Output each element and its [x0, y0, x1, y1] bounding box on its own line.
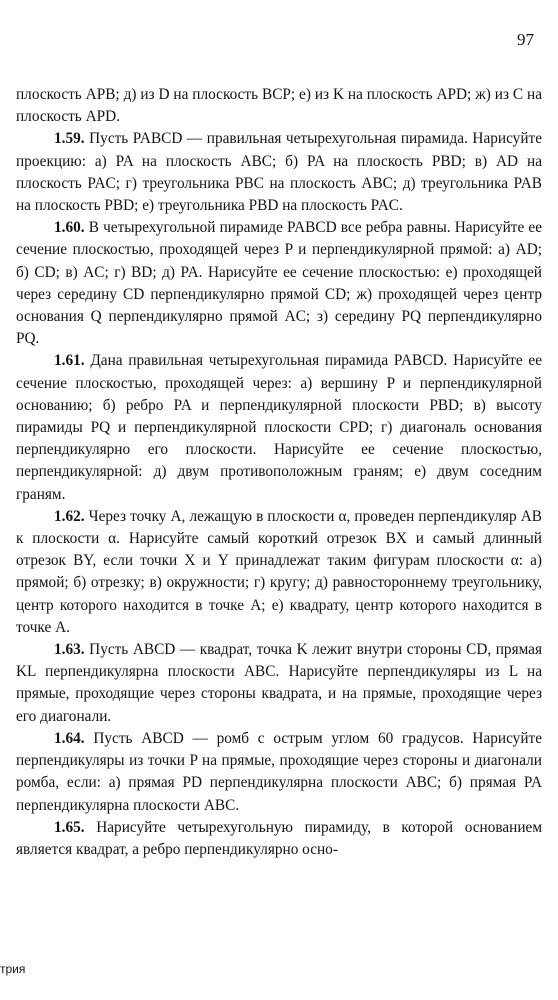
problem-1-62 — [16, 506, 542, 639]
problem-1-64 — [16, 728, 542, 817]
problem-number: 1.60. — [54, 219, 85, 237]
problem-text: Дана правильная четырехугольная пирамида PABCD. Нарисуйте ее сечение плоскостью, проходящей через: а) вершину P и перпендикулярной основанию; б) ребро PA и перпендикулярной плоскости PBD; в) высоту пирамиды PQ и перпендикулярной плоскости CPD; г) диагональ основания перпендикулярно его плоскости. Нарисуйте ее сечение плоскостью, перпендикулярной: д) двум противоположным граням; е) двум соседним граням. — [16, 352, 543, 503]
problem-1-60 — [16, 217, 542, 350]
problem-1-63 — [16, 639, 542, 728]
problem-text: Нарисуйте четырехугольную пирамиду, в которой основанием является квадрат, а ребро перпендикулярно осно- — [16, 818, 542, 858]
problem-text: Через точку A, лежащую в плоскости α, проведен перпендикуляр AB к плоскости α. Нарисуйте самый короткий отрезок BX и самый длинный отрезок BY, если точки X и Y принадлежат таким фигурам плоскости α: а) прямой; б) отрезку; в) окружности; г) кругу; д) равностороннему треугольнику, центр которого находится в точке A; е) квадрату, центр которого находится в точке A. — [16, 507, 543, 636]
problem-text: Пусть PABCD — правильная четырехугольная пирамида. Нарисуйте проекцию: а) PA на плоскость ABC; б) PA на плоскость PBD; в) AD на плоскость PAC; г) треугольника PBC на плоскость ABC; д) треугольника PAB на плоскость PBD; е) треугольника PBD на плоскость PAC. — [16, 130, 542, 215]
problem-number: 1.62. — [54, 507, 85, 525]
problem-number: 1.59. — [54, 130, 85, 148]
problem-text: В четырехугольной пирамиде PABCD все ребра равны. Нарисуйте ее сечение плоскостью, проходящей через P и перпендикулярной прямой: а) AD; б) CD; в) AC; г) BD; д) PA. Нарисуйте ее сечение плоскостью: е) проходящей через середину CD перпендикулярно прямой CD; ж) проходящей через центр основания Q перпендикулярно прямой AC; з) середину PQ перпендикулярно PQ. — [16, 219, 543, 348]
problem-number: 1.63. — [54, 641, 85, 659]
problem-number: 1.61. — [54, 352, 85, 370]
problem-1-65 — [16, 817, 542, 861]
problem-number: 1.65. — [54, 818, 85, 836]
problem-text: Пусть ABCD — ромб с острым углом 60 градусов. Нарисуйте перпендикуляры из точки P на прямые, проходящие через стороны и диагонали ромба, если: а) прямая PD перпендикулярна плоскости ABC; б) прямая PA перпендикулярна плоскости ABC. — [16, 729, 542, 814]
problem-1-61 — [16, 350, 542, 505]
page-number: 97 — [517, 30, 534, 49]
footer-fragment: трия — [0, 962, 26, 976]
problem-1-59 — [16, 128, 542, 217]
text-body — [16, 84, 542, 861]
problem-number: 1.64. — [54, 729, 85, 747]
problem-text: Пусть ABCD — квадрат, точка K лежит внутри стороны CD, прямая KL перпендикулярна плоскости ABC. Нарисуйте перпендикуляры из L на прямые, проходящие через стороны квадрата, и на прямые, проходящие через его диагонали. — [16, 641, 543, 725]
continuation-paragraph: плоскость APB; д) из D на плоскость BCP; е) из K на плоскость APD; ж) из C на плоскость APD. — [16, 86, 542, 126]
